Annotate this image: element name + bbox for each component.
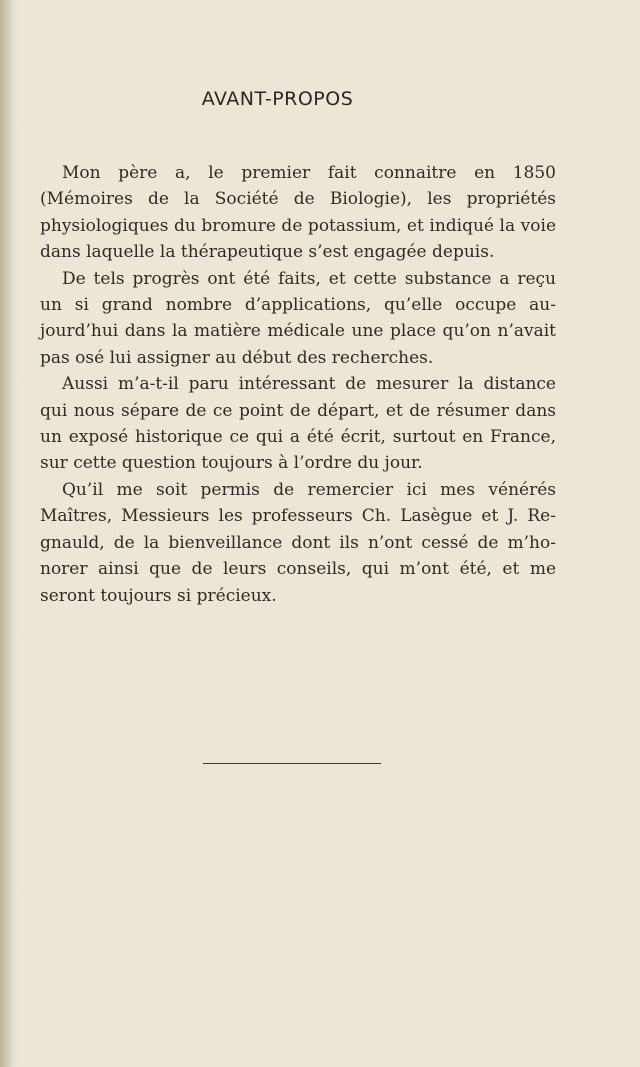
paragraph-1: Mon père a, le premier fait connaitre en 1850 (Mémoires de la Société de Biologie), les propriétés physiologiques du bromure de potassium, et indiqué la voie dans laquelle la thérapeutique s’est engagée depuis.: [40, 163, 556, 263]
paragraph-3: Aussi m’a-t-il paru intéressant de mesurer la distance qui nous sépare de ce point de départ, et de résumer dans un exposé historique ce qui a été écrit, surtout en France, sur cette question toujours à l’ordre du jour.: [40, 374, 556, 474]
paragraph-4: Qu’il me soit permis de remercier ici mes vénérés Maîtres, Messieurs les professeurs Ch. Lasègue et J. Regnauld, de la bienveillance dont ils n’ont cessé de m’honorer ainsi que de leurs conseils, qui m’ont été, et me seront toujours si précieux.: [40, 479, 556, 606]
foreword-text: [40, 160, 556, 609]
paragraph-2: De tels progrès ont été faits, et cette substance a reçu un si grand nombre d’applications, qu’elle occupe aujourd’hui dans la matière médicale une place qu’on n’avait pas osé lui assigner au début des recherches.: [40, 268, 556, 368]
binding-edge: [0, 0, 14, 1067]
page-title: AVANT-PROPOS: [201, 88, 354, 110]
closing-rule: [203, 763, 381, 764]
